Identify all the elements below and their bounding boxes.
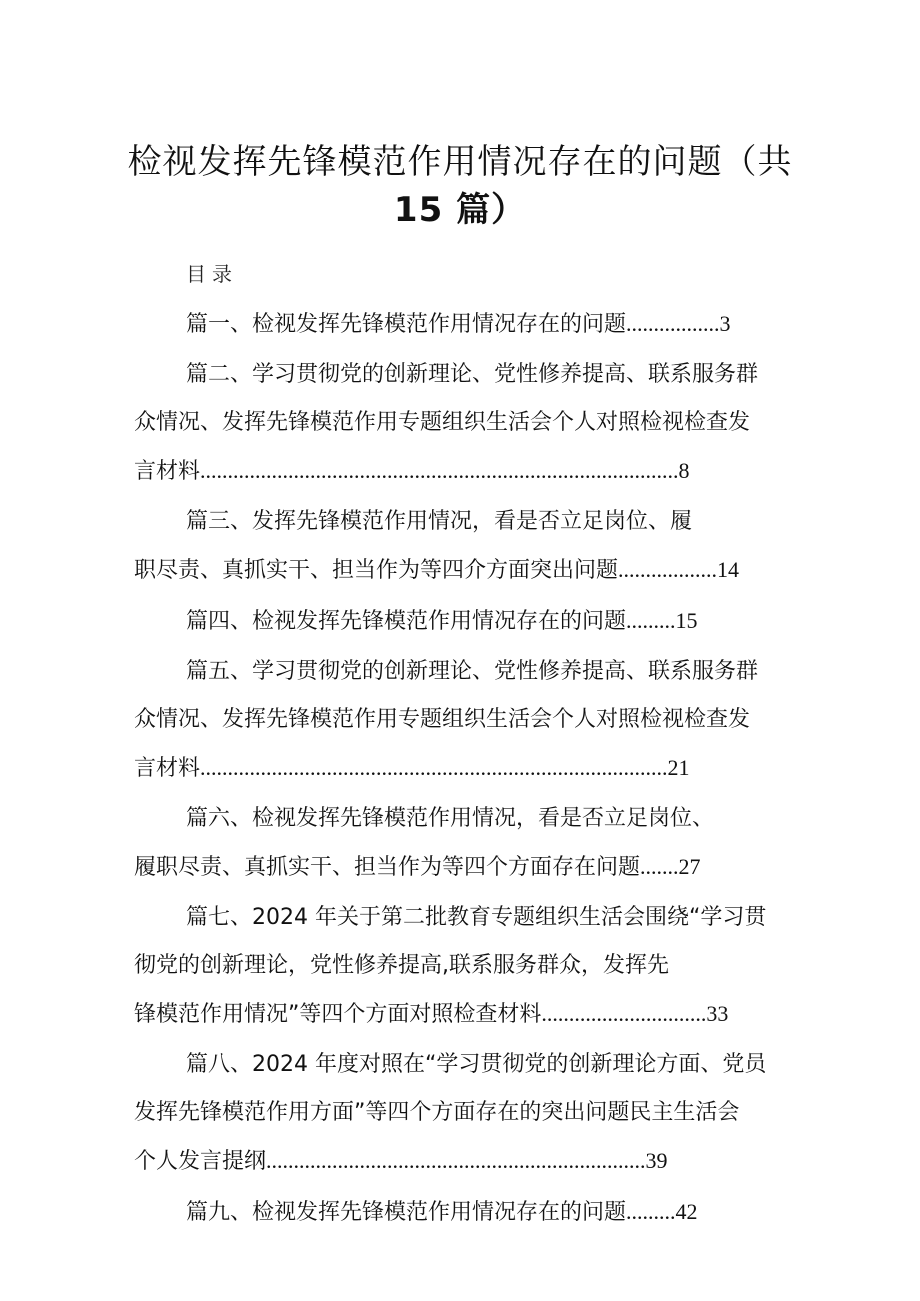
toc-entry-5-line-2: 众情况、发挥先锋模范作用专题组织生活会个人对照检视检查发 [134, 707, 751, 732]
toc-entry-1[interactable] [134, 300, 794, 349]
toc-entry-3-line-2 [134, 546, 794, 595]
toc-heading: 目录 [186, 262, 238, 286]
toc-entry-3-page: ..................14 [618, 557, 740, 582]
toc-entry-9-line-1 [134, 1188, 794, 1237]
toc-entry-3[interactable] [134, 498, 794, 595]
toc-entry-2-line-1: 篇二、学习贯彻党的创新理论、党性修养提高、联系服务群 [186, 362, 759, 387]
toc-entry-5-tail: 言材料 [134, 756, 201, 781]
toc-entry-5-page: .....................................................................................21 [200, 755, 690, 780]
toc-entry-8-line-1: 篇八、2024 年度对照在“学习贯彻党的创新理论方面、党员 [186, 1052, 767, 1077]
toc-entry-4-title: 篇四、检视发挥先锋模范作用情况存在的问题 [186, 609, 627, 634]
toc-entry-8-page: .....................................................................39 [266, 1148, 668, 1173]
document-title [120, 138, 800, 234]
toc-entry-6-line-1: 篇六、检视发挥先锋模范作用情况，看是否立足岗位、 [186, 806, 715, 831]
title-line-1: 检视发挥先锋模范作用情况存在的问题（共 [127, 142, 793, 182]
toc-entry-1-page: .................3 [626, 311, 731, 336]
toc-entry-5[interactable] [134, 648, 794, 793]
toc-entry-4[interactable] [134, 597, 794, 646]
toc-entry-4-page: .........15 [626, 608, 698, 633]
toc-entry-8[interactable] [134, 1041, 794, 1186]
toc-entry-8-tail: 个人发言提纲 [134, 1149, 267, 1174]
toc-entry-5-line-3 [134, 744, 794, 793]
toc-entry-3-line-1: 篇三、发挥先锋模范作用情况，看是否立足岗位、履 [186, 509, 693, 534]
toc-entry-7-tail: 锋模范作用情况”等四个方面对照检查材料 [134, 1002, 542, 1027]
toc-entry-7[interactable] [134, 894, 794, 1039]
toc-entry-2-line-2: 众情况、发挥先锋模范作用专题组织生活会个人对照检视检查发 [134, 410, 751, 435]
toc-entry-6-line-2 [134, 843, 794, 892]
toc-entry-6-tail: 履职尽责、真抓实干、担当作为等四个方面存在问题 [134, 855, 641, 880]
title-line-2: 15 篇） [393, 190, 527, 230]
toc-entry-5-line-1: 篇五、学习贯彻党的创新理论、党性修养提高、联系服务群 [186, 659, 759, 684]
toc-entry-9-title: 篇九、检视发挥先锋模范作用情况存在的问题 [186, 1200, 627, 1225]
toc-entry-1-title: 篇一、检视发挥先锋模范作用情况存在的问题 [186, 312, 627, 337]
toc-entry-8-line-2: 发挥先锋模范作用方面”等四个方面存在的突出问题民主生活会 [134, 1100, 740, 1125]
toc-entry-9[interactable] [134, 1188, 794, 1237]
toc-entry-2-line-3 [134, 447, 794, 496]
toc-entry-2[interactable] [134, 351, 794, 496]
toc-entry-3-tail: 职尽责、真抓实干、担当作为等四介方面突出问题 [134, 558, 619, 583]
toc-entry-7-line-2: 彻党的创新理论，党性修养提高,联系服务群众，发挥先 [134, 953, 669, 978]
toc-entry-2-page: .......................................................................................8 [200, 458, 690, 483]
toc-entry-7-line-3 [134, 990, 794, 1039]
toc-entry-text [134, 300, 794, 349]
toc-entry-4-line-1 [134, 597, 794, 646]
toc-entry-6[interactable] [134, 795, 794, 892]
table-of-contents [134, 300, 794, 1239]
toc-entry-7-page: ..............................33 [541, 1001, 729, 1026]
toc-entry-9-page: .........42 [626, 1199, 698, 1224]
toc-entry-8-line-3 [134, 1137, 794, 1186]
toc-entry-2-tail: 言材料 [134, 459, 201, 484]
toc-entry-7-line-1: 篇七、2024 年关于第二批教育专题组织生活会围绕“学习贯 [186, 905, 767, 930]
toc-entry-6-page: .......27 [640, 854, 701, 879]
